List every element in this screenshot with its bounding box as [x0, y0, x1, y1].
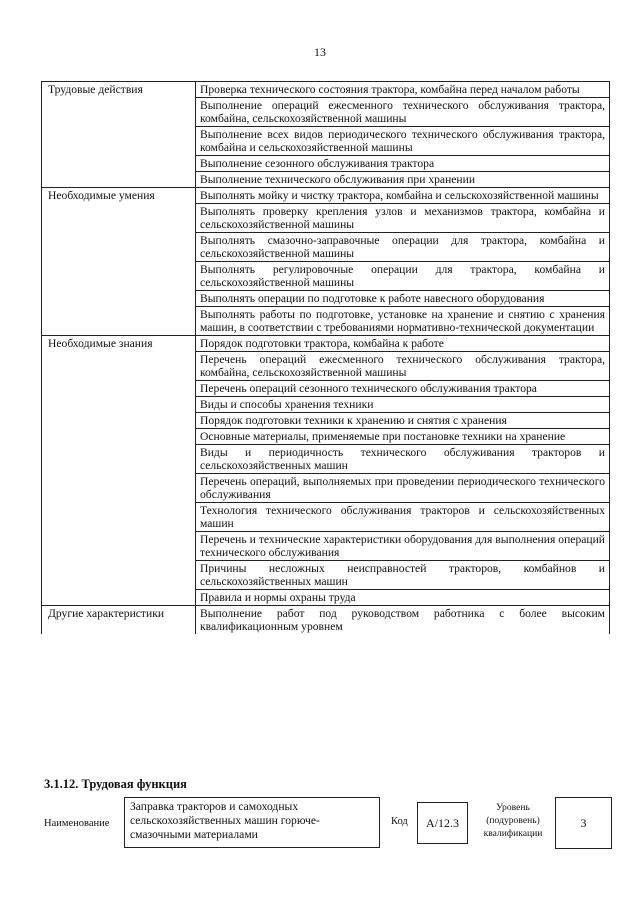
table-item: Перечень операций сезонного технического обслуживания трактора [196, 381, 610, 397]
table-item: Технология технического обслуживания тракторов и сельскохозяйственных машин [196, 503, 610, 532]
table-item: Выполнять работы по подготовке, установке на хранение и снятию с хранения машин, в соответствии с требованиями нормативно-технической документации [196, 307, 610, 336]
table-row [42, 82, 610, 98]
table-item: Порядок подготовки трактора, комбайна к работе [196, 336, 610, 352]
row-category-label: Другие характеристики [42, 606, 196, 635]
name-label: Наименование [44, 818, 110, 829]
level-label: Уровень (подуровень) квалификации [483, 802, 543, 839]
table-item: Виды и способы хранения техники [196, 397, 610, 413]
row-category-label: Трудовые действия [42, 82, 196, 188]
row-category-label: Необходимые умения [42, 188, 196, 336]
section-title: 3.1.12. Трудовая функция [44, 777, 187, 791]
labor-function-header [44, 797, 614, 853]
level-field: 3 [555, 797, 612, 849]
table-item: Виды и периодичность технического обслуживания тракторов и сельскохозяйственных машин [196, 445, 610, 474]
table-item: Причины несложных неисправностей тракторов, комбайнов и сельскохозяйственных машин [196, 561, 610, 590]
table-item: Выполнять операции по подготовке к работе навесного оборудования [196, 291, 610, 307]
table-item: Выполнение технического обслуживания при хранении [196, 172, 610, 188]
table-item: Перечень операций ежесменного технического обслуживания трактора, комбайна, сельскохозяйственной машины [196, 352, 610, 381]
function-name-field: Заправка тракторов и самоходных сельскохозяйственных машин горюче-смазочными материалами [124, 797, 380, 848]
table-item: Проверка технического состояния трактора, комбайна перед началом работы [196, 82, 610, 98]
table-row [42, 606, 610, 635]
table-item: Выполнять проверку крепления узлов и механизмов трактора, комбайна и сельскохозяйственной машины [196, 204, 610, 233]
table-row [42, 336, 610, 352]
table-item: Основные материалы, применяемые при постановке техники на хранение [196, 429, 610, 445]
table-item: Выполнять мойку и чистку трактора, комбайна и сельскохозяйственной машины [196, 188, 610, 204]
table-item: Правила и нормы охраны труда [196, 590, 610, 606]
table-item: Выполнение операций ежесменного технического обслуживания трактора, комбайна, сельскохозяйственной машины [196, 98, 610, 127]
row-category-label: Необходимые знания [42, 336, 196, 606]
table-item: Перечень операций, выполняемых при проведении периодического технического обслуживания [196, 474, 610, 503]
table-item: Выполнение сезонного обслуживания трактора [196, 156, 610, 172]
page-number: 13 [314, 45, 326, 59]
table-item: Порядок подготовки техники к хранению и снятия с хранения [196, 413, 610, 429]
code-label: Код [391, 816, 408, 827]
table-item: Выполнять смазочно-заправочные операции для трактора, комбайна и сельскохозяйственной машины [196, 233, 610, 262]
table-item: Выполнение всех видов периодического технического обслуживания трактора, комбайна и сельскохозяйственной машины [196, 127, 610, 156]
table-item: Выполнять регулировочные операции для трактора, комбайна и сельскохозяйственной машины [196, 262, 610, 291]
table-item: Выполнение работ под руководством работника с более высоким квалификационным уровнем [196, 606, 610, 635]
table-row [42, 188, 610, 204]
competency-table [41, 81, 610, 634]
table-item: Перечень и технические характеристики оборудования для выполнения операций технического обслуживания [196, 532, 610, 561]
code-field: A/12.3 [417, 802, 468, 844]
